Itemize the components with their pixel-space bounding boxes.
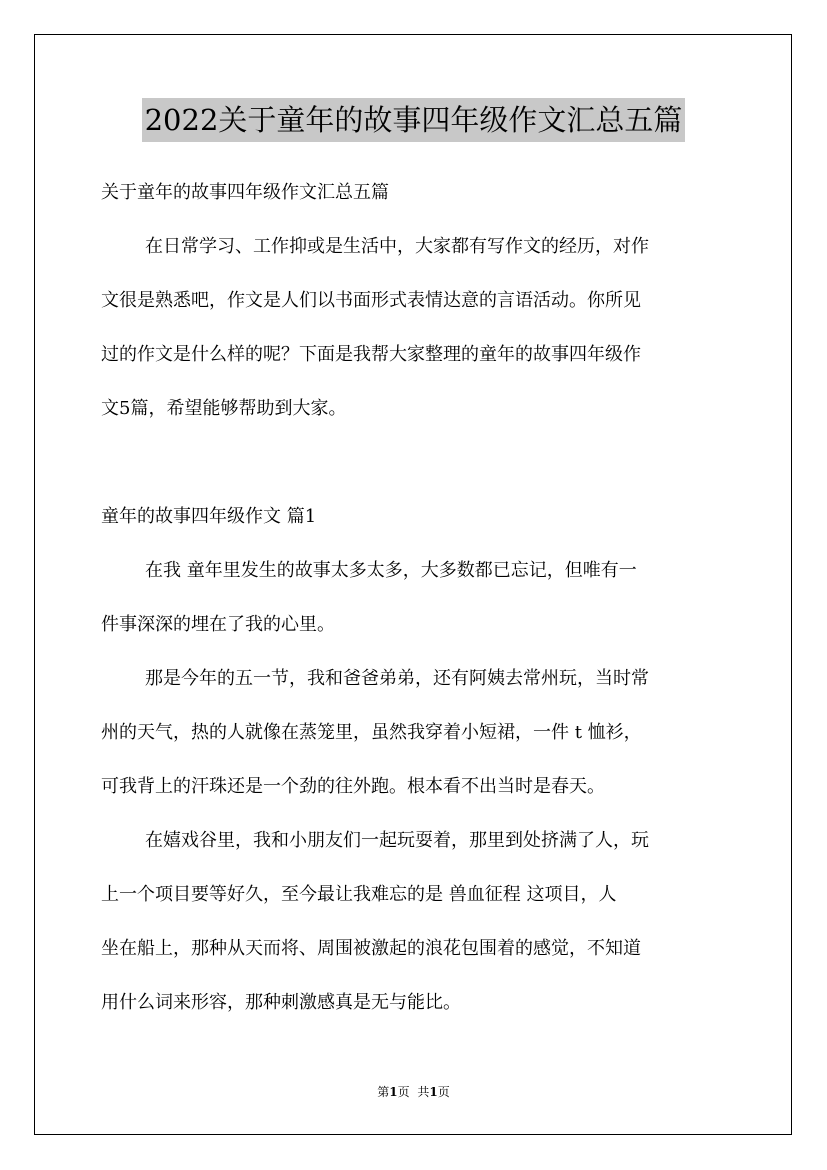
- intro-line: 在日常学习、工作抑或是生活中，大家都有写作文的经历，对作: [145, 236, 649, 257]
- paragraph-1: [101, 554, 729, 642]
- paragraph-line: 在嬉戏谷里，我和小朋友们一起玩耍着，那里到处挤满了人，玩: [145, 830, 649, 851]
- paragraph-line: 那是今年的五一节，我和爸爸弟弟，还有阿姨去常州玩，当时常: [145, 668, 649, 689]
- footer-total-prefix: 共: [417, 1085, 430, 1099]
- footer-page-number: 1: [389, 1085, 398, 1099]
- intro-paragraph: [101, 230, 729, 426]
- spacer: [101, 210, 729, 230]
- paragraph-line: 可我背上的汗珠还是一个劲的往外跑。根本看不出当时是春天。: [101, 776, 605, 797]
- paragraph-line: 在我 童年里发生的故事太多太多，大多数都已忘记，但唯有一: [145, 560, 637, 581]
- paragraph-line: 坐在船上，那种从天而将、周围被激起的浪花包围着的感觉，不知道: [101, 938, 641, 959]
- paragraph-2: [101, 662, 729, 804]
- footer-total-suffix: 页: [437, 1085, 450, 1099]
- paragraph-line: 用什么词来形容，那种刺激感真是无与能比。: [101, 992, 461, 1013]
- document-body: [101, 176, 729, 1020]
- document-subtitle: 关于童年的故事四年级作文汇总五篇: [101, 182, 389, 203]
- document-title: [0, 98, 827, 142]
- footer-page-prefix: 第: [377, 1085, 390, 1099]
- page-footer: [0, 1084, 827, 1100]
- footer-page-suffix: 页: [397, 1085, 410, 1099]
- paragraph-line: 州的天气，热的人就像在蒸笼里，虽然我穿着小短裙，一件 t 恤衫，: [101, 722, 642, 743]
- paragraph-3: [101, 824, 729, 1020]
- intro-line: 过的作文是什么样的呢？下面是我帮大家整理的童年的故事四年级作: [101, 344, 641, 365]
- document-title-text: 2022关于童年的故事四年级作文汇总五篇: [142, 98, 686, 142]
- intro-line: 文5篇，希望能够帮助到大家。: [101, 398, 347, 419]
- paragraph-line: 件事深深的埋在了我的心里。: [101, 614, 335, 635]
- intro-line: 文很是熟悉吧，作文是人们以书面形式表情达意的言语活动。你所见: [101, 290, 641, 311]
- paragraph-line: 上一个项目要等好久，至今最让我难忘的是 兽血征程 这项目，人: [101, 884, 617, 905]
- footer-total-number: 1: [429, 1085, 438, 1099]
- section-heading: 童年的故事四年级作文 篇1: [101, 506, 317, 527]
